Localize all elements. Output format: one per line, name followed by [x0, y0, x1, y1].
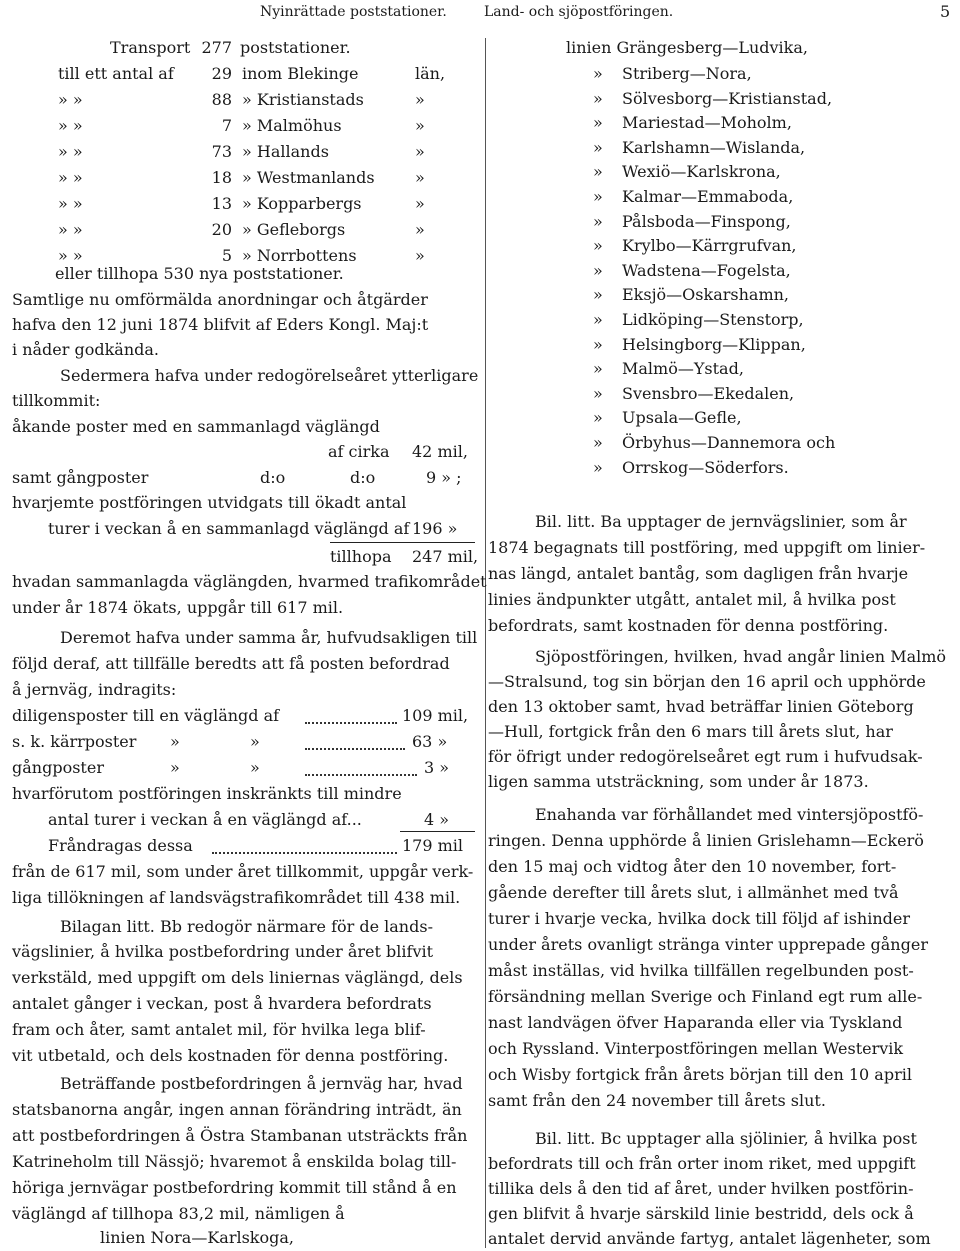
- text-line: å jernväg, indragits:: [12, 680, 177, 699]
- text-line: vägslinier, å hvilka postbefordring under året blifvit: [12, 942, 434, 961]
- text-line: Katrineholm till Nässjö; hvaremot å enskilda bolag till-: [12, 1152, 457, 1171]
- rail-line-item: Mariestad—Moholm,: [622, 113, 792, 133]
- header-left-title: Nyinrättade poststationer.: [260, 4, 447, 20]
- county-suffix: »: [415, 194, 425, 213]
- text-line: gående derefter till årets slut, i allmänhet med två: [488, 883, 899, 902]
- text-line: samt gångposter: [12, 468, 149, 487]
- station-count: 73: [211, 142, 232, 161]
- text-line: turer i veckan å en sammanlagd väglängd af: [48, 519, 410, 538]
- county-name: » Gefleborgs: [242, 220, 346, 239]
- text-line: följd deraf, att tillfälle beredts att få posten befordrad: [12, 654, 450, 673]
- ditto-mark: »: [593, 433, 603, 452]
- ditto-mark: »: [593, 187, 603, 206]
- leader-dots: [305, 774, 417, 776]
- text-line: —Stralsund, tog sin början den 16 april och upphörde: [488, 672, 926, 691]
- ditto-mark: »: [593, 88, 603, 108]
- ditto-mark: »: [593, 285, 603, 305]
- text-line: —Hull, fortgick från den 6 mars till årets slut, har: [488, 722, 893, 741]
- station-count: 13: [211, 194, 232, 213]
- rail-line-item: Helsingborg—Klippan,: [622, 334, 806, 354]
- leader-dots: [305, 722, 397, 724]
- text-line: nas längd, antalet bantåg, som dagligen från hvarje: [488, 564, 909, 583]
- ditto-mark: »: [593, 113, 603, 133]
- text-line: måst inställas, vid hvilka tillfällen regelbunden post-: [488, 961, 914, 980]
- county-suffix: »: [415, 90, 425, 109]
- county-suffix: »: [415, 168, 425, 187]
- text-line: gångposter: [12, 758, 104, 777]
- amount: 247 mil,: [412, 547, 479, 566]
- page-number: 5: [940, 2, 951, 21]
- sum-rule: [400, 831, 475, 832]
- amount: 179 mil: [402, 836, 464, 855]
- text-line: Sedermera hafva under redogörelseåret ytterligare: [60, 366, 479, 385]
- text-line: från de 617 mil, som under året tillkommit, uppgår verk-: [12, 862, 474, 881]
- ditto-mark: »: [593, 457, 603, 477]
- ditto-mark: »: [170, 758, 180, 777]
- text-line: under årets ovanligt stränga vinter upprepade gånger: [488, 935, 928, 954]
- header-right-title: Land- och sjöpostföringen.: [484, 4, 674, 20]
- text-line: Bil. litt. Bc upptager alla sjölinier, å hvilka post: [535, 1129, 917, 1148]
- text-line: nast landvägen öfver Haparanda eller via Tyskland: [488, 1013, 903, 1032]
- intro-text: till ett antal af: [58, 64, 174, 83]
- rail-line-item: Wadstena—Fogelsta,: [622, 260, 791, 280]
- rail-line-item: Lidköping—Stenstorp,: [622, 310, 804, 329]
- text-line: Bilagan litt. Bb redogör närmare för de lands-: [60, 917, 433, 936]
- rail-line-item: Malmö—Ystad,: [622, 359, 744, 379]
- text-line: åkande poster med en sammanlagd väglängd: [12, 417, 380, 436]
- station-count: 7: [221, 116, 232, 135]
- station-count: 29: [211, 64, 232, 83]
- rail-line-item: Sölvesborg—Kristianstad,: [622, 88, 833, 108]
- sum-rule: [330, 542, 475, 543]
- county-suffix: »: [415, 246, 425, 265]
- text-line: hvarförutom postföringen inskränkts till mindre: [12, 784, 402, 803]
- text-line: turer i hvarje vecka, hvilka dock till följd af ishinder: [488, 909, 911, 928]
- transport-word: poststationer.: [240, 38, 351, 57]
- rail-line-item: Pålsboda—Finspong,: [622, 211, 791, 231]
- text-line: den 13 oktober samt, hvad beträffar linien Göteborg: [488, 697, 914, 716]
- text-line: befordrats, samt kostnaden för denna postföring.: [488, 616, 889, 635]
- text-line: tillkommit:: [12, 391, 101, 410]
- text-line: af cirka: [328, 442, 390, 461]
- text-line: vit utbetald, och dels kostnaden för denna postföring.: [12, 1046, 449, 1065]
- county-name: » Hallands: [242, 142, 329, 161]
- county-name: » Westmanlands: [242, 168, 375, 187]
- ditto-mark: »: [593, 236, 603, 256]
- ditto-mark: » »: [58, 90, 83, 109]
- rail-line-item: Svensbro—Ekedalen,: [622, 383, 795, 403]
- rail-line-item: Kalmar—Emmaboda,: [622, 187, 794, 206]
- text-line: i nåder godkända.: [12, 340, 160, 359]
- text-line: hvarjemte postföringen utvidgats till ökadt antal: [12, 493, 407, 512]
- ditto-mark: » »: [58, 168, 83, 187]
- text-line: statsbanorna angår, ingen annan förändring inträdt, än: [12, 1100, 462, 1119]
- transport-label: Transport: [110, 38, 191, 57]
- ditto-mark: »: [593, 334, 603, 354]
- text-line: försändning mellan Sverige och Finland egt rum alle-: [488, 987, 923, 1006]
- ditto-mark: » »: [58, 194, 83, 213]
- text-line: liga tillökningen af landsvägstrafikområdet till 438 mil.: [12, 888, 461, 907]
- ditto-mark: » »: [58, 220, 83, 239]
- text-line: diligensposter till en väglängd af: [12, 706, 280, 725]
- county-name: » Norrbottens: [242, 246, 357, 265]
- station-count: 18: [211, 168, 232, 187]
- text-line: att postbefordringen å Östra Stambanan utsträckts från: [12, 1126, 468, 1145]
- county-suffix: län,: [415, 64, 446, 83]
- amount: 3 »: [424, 758, 450, 777]
- rail-line-item: Striberg—Nora,: [622, 64, 752, 83]
- station-count: 88: [211, 90, 232, 109]
- text-line: tillika dels å den tid af året, under hvilken postförin-: [488, 1179, 914, 1198]
- amount: 4 »: [424, 810, 450, 829]
- ditto-mark: » »: [58, 142, 83, 161]
- text-line: Fråndragas dessa: [48, 836, 193, 855]
- ditto-mark: »: [250, 732, 260, 751]
- rail-line-item: Karlshamn—Wislanda,: [622, 137, 806, 157]
- county-name: inom Blekinge: [242, 64, 359, 83]
- amount: 9 » ;: [426, 468, 462, 487]
- ditto-label: d:o: [260, 468, 286, 487]
- ditto-mark: » »: [58, 246, 83, 265]
- text-line: Deremot hafva under samma år, hufvudsakligen till: [60, 628, 478, 647]
- ditto-mark: »: [593, 162, 603, 182]
- text-line: Samtlige nu omförmälda anordningar och åtgärder: [12, 290, 428, 309]
- ditto-mark: »: [593, 137, 603, 157]
- rail-line-item: linien Grängesberg—Ludvika,: [566, 38, 808, 57]
- text-line: Bil. litt. Ba upptager de jernvägslinier, som år: [535, 512, 907, 531]
- text-line: den 15 maj och vidtog åter den 10 november, fort-: [488, 857, 897, 876]
- amount: 196 »: [412, 519, 458, 538]
- rail-line-item: Orrskog—Söderfors.: [622, 457, 789, 477]
- amount: 42 mil,: [412, 442, 468, 461]
- rail-line-item: Wexiö—Karlskrona,: [622, 162, 781, 182]
- county-suffix: »: [415, 142, 425, 161]
- county-name: » Kopparbergs: [242, 194, 362, 213]
- county-name: » Kristianstads: [242, 90, 364, 109]
- text-line: 1874 begagnats till postföring, med uppgift om linier-: [488, 538, 926, 557]
- column-divider: [485, 38, 486, 1248]
- amount: 109 mil,: [402, 706, 469, 725]
- text-line: verkstäld, med uppgift om dels liniernas väglängd, dels: [12, 968, 463, 987]
- rail-line-item: Upsala—Gefle,: [622, 408, 742, 428]
- text-line: antal turer i veckan å en väglängd af...: [48, 810, 362, 829]
- text-line: antalet dervid använde fartyg, antalet lägenheter, som: [488, 1229, 931, 1248]
- text-line: gen blifvit å hvarje särskild linie bestridd, dels ock å: [488, 1204, 914, 1223]
- ditto-mark: »: [593, 64, 603, 83]
- county-name: » Malmöhus: [242, 116, 342, 135]
- text-line: Sjöpostföringen, hvilken, hvad angår linien Malmö: [535, 647, 947, 666]
- leader-dots: [305, 748, 405, 750]
- county-suffix: »: [415, 220, 425, 239]
- rail-line-item: Örbyhus—Dannemora och: [622, 433, 836, 452]
- ditto-mark: »: [250, 758, 260, 777]
- amount: 63 »: [412, 732, 448, 751]
- ditto-mark: »: [593, 408, 603, 428]
- text-line: höriga jernvägar postbefordring kommit till stånd å en: [12, 1178, 457, 1197]
- text-line: linies ändpunkter utgått, antalet mil, å hvilka post: [488, 590, 896, 609]
- ditto-mark: »: [593, 260, 603, 280]
- ditto-mark: »: [593, 359, 603, 379]
- text-line: fram och åter, samt antalet mil, för hvilka lega blif-: [12, 1020, 426, 1039]
- transport-number: 277: [201, 38, 232, 57]
- stations-total: eller tillhopa 530 nya poststationer.: [55, 264, 344, 283]
- text-line: hafva den 12 juni 1874 blifvit af Eders Kongl. Maj:t: [12, 315, 429, 334]
- text-line: s. k. kärrposter: [12, 732, 137, 751]
- text-line: hvadan sammanlagda väglängden, hvarmed trafikområdet: [12, 572, 487, 591]
- text-line: antalet gånger i veckan, post å hvardera befordrats: [12, 994, 432, 1013]
- ditto-mark: »: [170, 732, 180, 751]
- rail-line-item: Krylbo—Kärrgrufvan,: [622, 236, 797, 256]
- text-line: och Ryssland. Vinterpostföringen mellan Westervik: [488, 1039, 904, 1058]
- rail-line-item: Eksjö—Oskarshamn,: [622, 285, 790, 305]
- ditto-mark: »: [593, 211, 603, 231]
- ditto-label: d:o: [350, 468, 376, 487]
- county-suffix: »: [415, 116, 425, 135]
- text-line: Beträffande postbefordringen å jernväg har, hvad: [60, 1074, 463, 1093]
- text-line: befordrats till och från orter inom riket, med uppgift: [488, 1154, 916, 1173]
- station-count: 5: [221, 246, 232, 265]
- text-line: ringen. Denna upphörde å linien Grislehamn—Eckerö: [488, 831, 924, 850]
- leader-dots: [212, 852, 397, 854]
- text-line: ligen samma utsträckning, som under år 1873.: [488, 772, 869, 791]
- ditto-mark: »: [593, 383, 603, 403]
- station-count: 20: [211, 220, 232, 239]
- text-line: för öfrigt under redogörelseåret egt rum i hufvudsak-: [488, 747, 923, 766]
- text-line: och Wisby fortgick från årets början till den 10 april: [488, 1065, 912, 1084]
- text-line: samt från den 24 november till årets slut.: [488, 1091, 826, 1110]
- text-line: under år 1874 ökats, uppgår till 617 mil.: [12, 598, 344, 617]
- text-line: väglängd af tillhopa 83,2 mil, nämligen å: [12, 1204, 345, 1223]
- text-line: Enahanda var förhållandet med vintersjöpostfö-: [535, 805, 924, 824]
- text-line: tillhopa: [330, 547, 392, 566]
- ditto-mark: »: [593, 310, 603, 329]
- text-line: linien Nora—Karlskoga,: [100, 1228, 294, 1247]
- ditto-mark: » »: [58, 116, 83, 135]
